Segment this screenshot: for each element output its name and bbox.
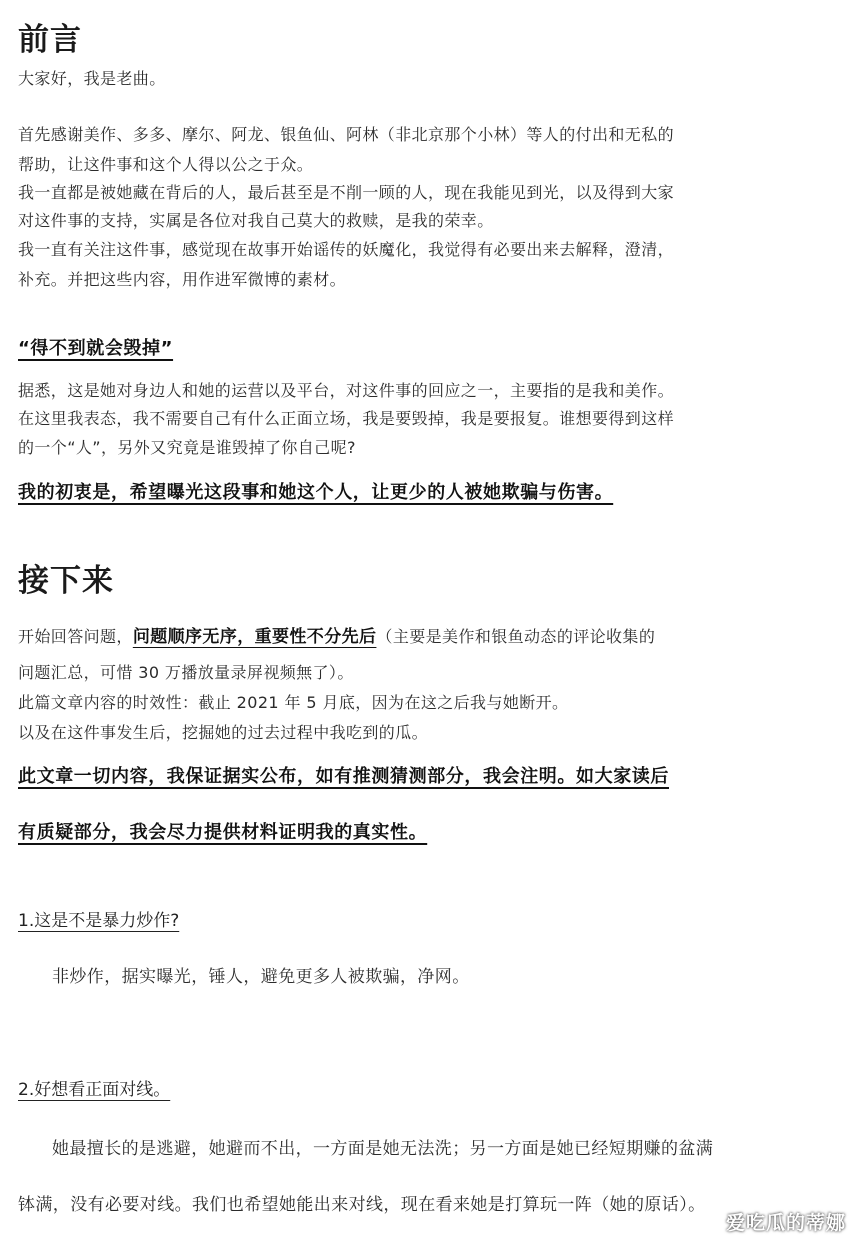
question-1-heading: 1.这是不是暴力炒作? [18,911,180,931]
question-2-answer-line-2: 钵满，没有必要对线。我们也希望她能出来对线，现在看来她是打算玩一阵（她的原话）。 [18,1195,706,1215]
question-2-heading: 2.好想看正面对线。 [18,1080,171,1100]
watermark: 爱吃瓜的蒂娜 [725,1212,846,1234]
greeting-text: 大家好，我是老曲。 [18,69,166,88]
intent-statement: 我的初衷是，希望曝光这段事和她这个人，让更少的人被她欺骗与伤害。 [18,482,614,503]
promise-line-2: 有质疑部分，我会尽力提供材料证明我的真实性。 [18,822,428,843]
next-line-4: 以及在这件事发生后，挖掘她的过去过程中我吃到的瓜。 [18,723,429,742]
next-section-title: 接下来 [18,563,114,599]
preface-line: 补充。并把这些内容，用作进军微博的素材。 [18,270,347,289]
next-line-3: 此篇文章内容的时效性：截止 2021 年 5 月底，因为在这之后我与她断开。 [18,693,569,712]
question-1-answer: 非炒作，据实曝光，锤人，避免更多人被欺骗，净网。 [52,967,470,987]
preface-line: 我一直有关注这件事，感觉现在故事开始谣传的妖魔化，我觉得有必要出来去解释，澄清， [18,240,675,259]
quote-line: 的一个“人”，另外又究竟是谁毁掉了你自己呢? [18,438,356,457]
quote-line: 据悉，这是她对身边人和她的运营以及平台，对这件事的回应之一，主要指的是我和美作。 [18,381,675,400]
preface-line: 我一直都是被她藏在背后的人，最后甚至是不削一顾的人，现在我能见到光，以及得到大家 [18,183,675,202]
preface-line: 对这件事的支持，实属是各位对我自己莫大的救赎，是我的荣幸。 [18,211,494,230]
question-2-answer-line-1: 她最擅长的是逃避，她避而不出，一方面是她无法洗；另一方面是她已经短期赚的盆满 [52,1139,714,1159]
promise-line-1: 此文章一切内容，我保证据实公布，如有推测猜测部分，我会注明。如大家读后 [18,766,669,787]
quote-section-title: “得不到就会毁掉” [18,338,174,359]
preface-line: 帮助，让这件事和这个人得以公之于众。 [18,155,314,174]
next-line-1 [18,622,655,647]
next-line-2: 问题汇总，可惜 30 万播放量录屏视频無了）。 [18,663,354,682]
next-line-1-start: 开始回答问题， [18,627,133,646]
preface-line: 首先感谢美作、多多、摩尔、阿龙、银鱼仙、阿林（非北京那个小林）等人的付出和无私的 [18,125,675,144]
quote-line: 在这里我表态，我不需要自己有什么正面立场，我是要毁掉，我是要报复。谁想要得到这样 [18,409,675,428]
next-line-1-bold: 问题顺序无序，重要性不分先后 [132,627,377,647]
next-line-1-end: （主要是美作和银鱼动态的评论收集的 [376,627,656,646]
preface-title: 前言 [18,22,82,58]
